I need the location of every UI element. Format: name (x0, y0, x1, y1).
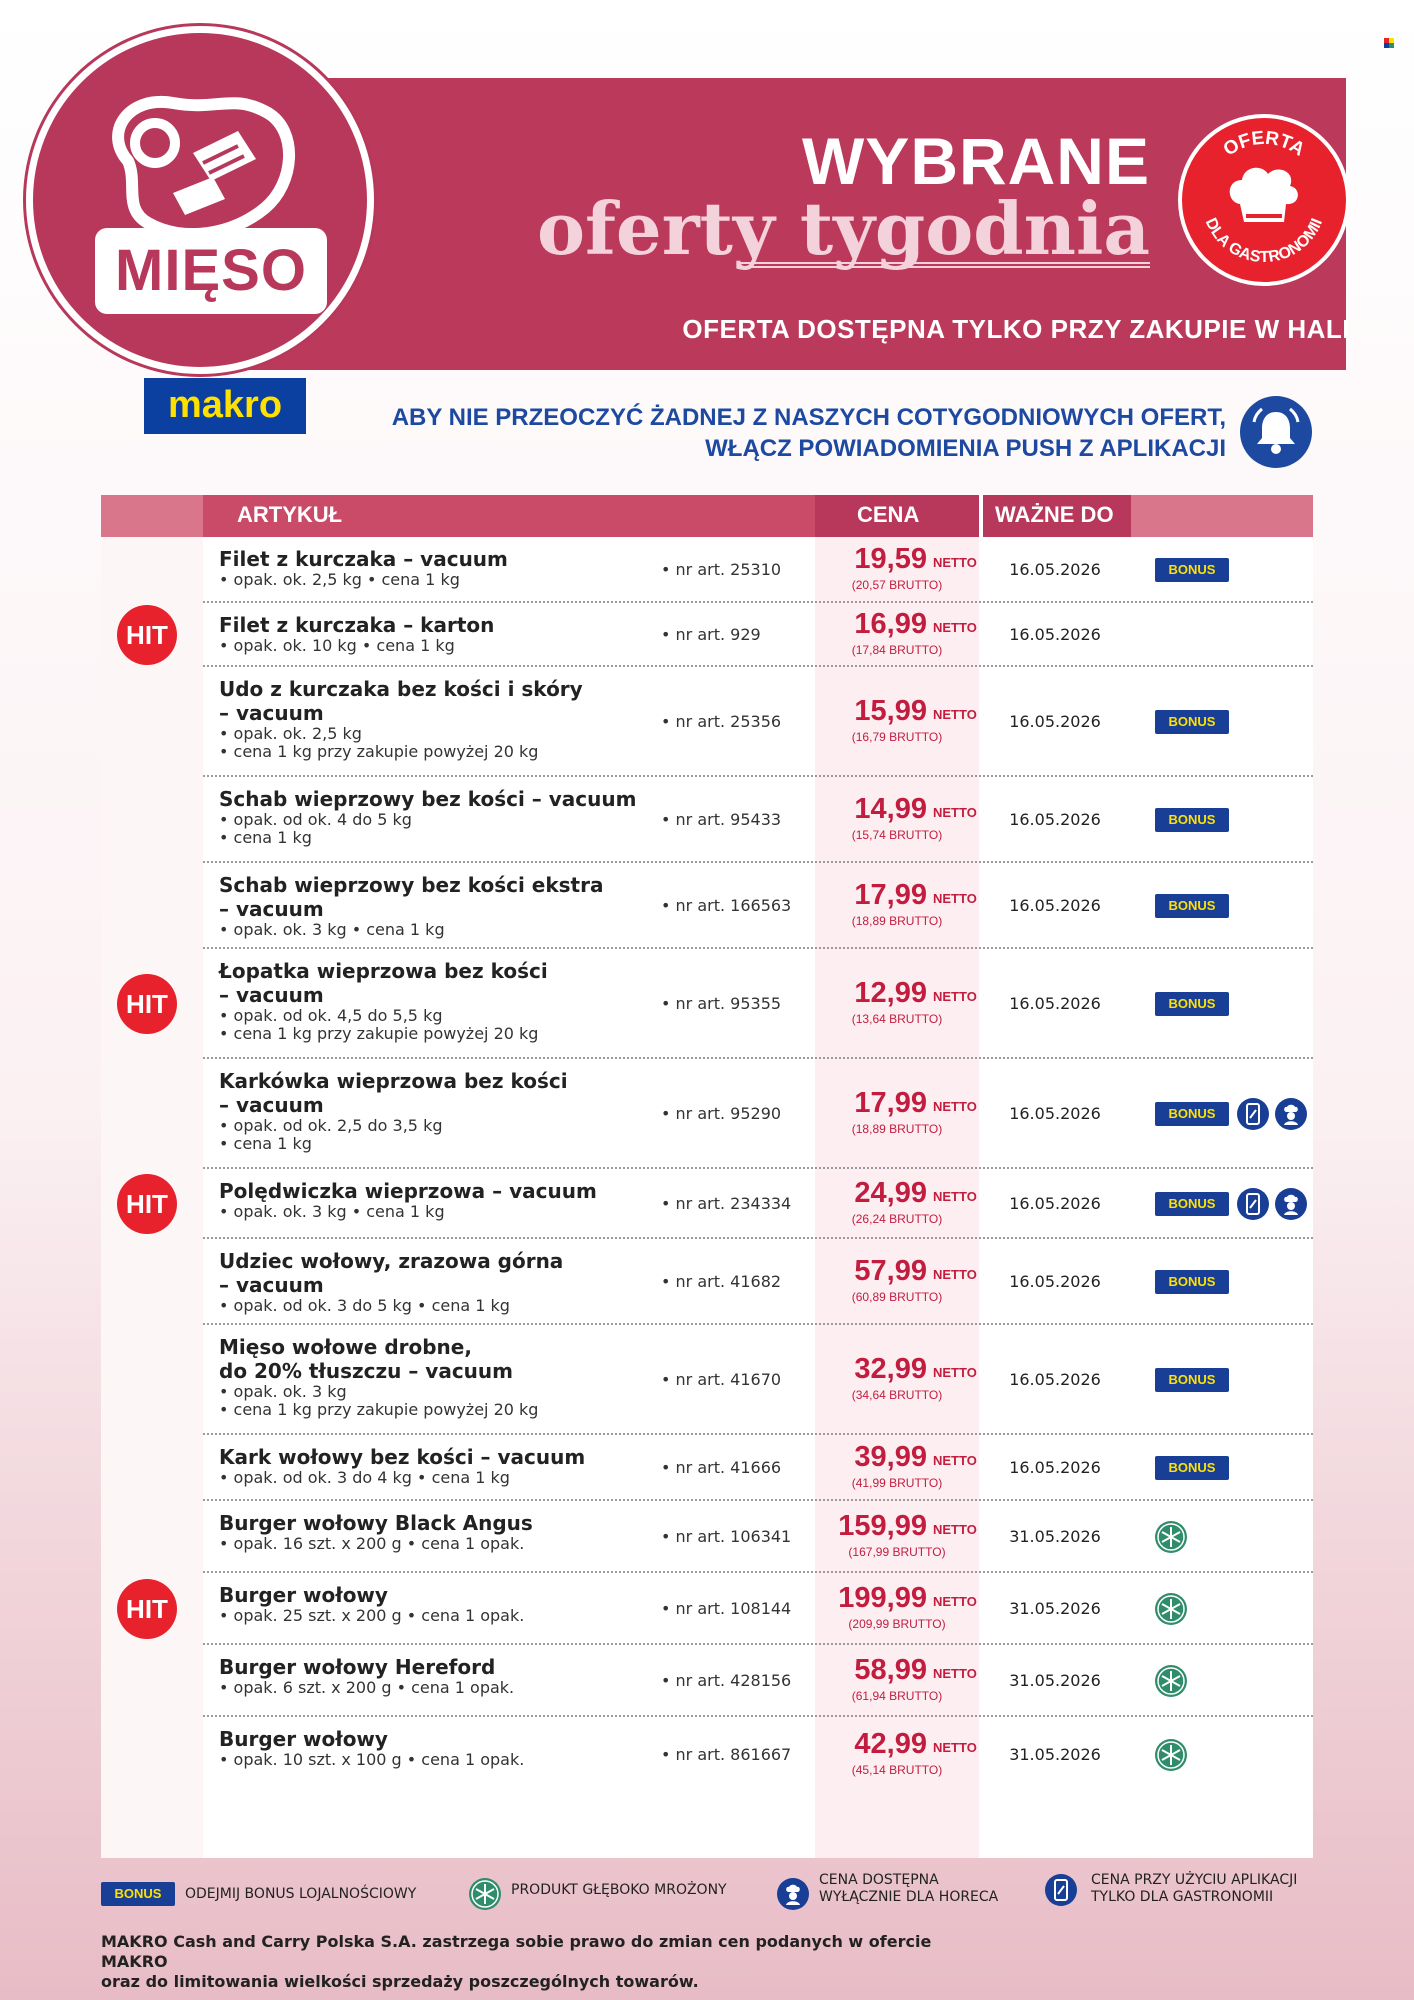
netto-label: NETTO (933, 1522, 977, 1537)
product-detail-line-1: • opak. ok. 3 kg (219, 1382, 347, 1401)
table-row (101, 1169, 1313, 1239)
product-detail-line-1: • opak. ok. 3 kg • cena 1 kg (219, 920, 445, 939)
product-detail-line-1: • opak. 6 szt. x 200 g • cena 1 opak. (219, 1678, 515, 1697)
product-name-line-1: Schab wieprzowy bez kości ekstra (219, 873, 604, 897)
product-detail-line-1: • opak. 10 szt. x 100 g • cena 1 opak. (219, 1750, 525, 1769)
article-number: • nr art. 95355 (661, 994, 782, 1013)
phone-app-icon (1237, 1188, 1269, 1220)
product-detail-line-1: • opak. od ok. 4 do 5 kg (219, 810, 412, 829)
phone-app-icon (1237, 1098, 1269, 1130)
legend-app-line-2: TYLKO DLA GASTRONOMII (1091, 1889, 1274, 1905)
table-row (101, 1239, 1313, 1325)
gross-price: (13,64 BRUTTO) (851, 1012, 943, 1026)
valid-until-date: 16.05.2026 (1009, 1370, 1101, 1389)
valid-until-date: 31.05.2026 (1009, 1745, 1101, 1764)
bonus-badge: BONUS (1155, 1456, 1229, 1480)
product-details (219, 1679, 639, 1697)
net-price: 17,99 (854, 1087, 927, 1119)
legend-bonus-badge: BONUS (101, 1882, 175, 1906)
netto-label: NETTO (933, 707, 977, 722)
bonus-badge: BONUS (1155, 710, 1229, 734)
footer-line-1: MAKRO Cash and Carry Polska S.A. zastrzega sobie prawo do zmian cen podanych w ofercie MAKRO (101, 1932, 932, 1971)
product-name-line-2: – vacuum (219, 1093, 324, 1117)
table-row (101, 1717, 1313, 1793)
bonus-badge: BONUS (1155, 894, 1229, 918)
gross-price: (26,24 BRUTTO) (851, 1212, 943, 1226)
article-number: • nr art. 106341 (661, 1527, 792, 1546)
product-name-line-1: Polędwiczka wieprzowa – vacuum (219, 1179, 597, 1203)
gross-price: (209,99 BRUTTO) (848, 1617, 946, 1631)
push-notification-note (360, 402, 1226, 464)
netto-label: NETTO (933, 1099, 977, 1114)
valid-until-date: 31.05.2026 (1009, 1671, 1101, 1690)
product-name-line-1: Schab wieprzowy bez kości – vacuum (219, 787, 637, 811)
legend-app-line-1: CENA PRZY UŻYCIU APLIKACJI (1091, 1872, 1298, 1888)
bonus-badge: BONUS (1155, 992, 1229, 1016)
product-details (219, 1203, 639, 1221)
gross-price: (16,79 BRUTTO) (851, 730, 943, 744)
corner-mark-icon (1384, 38, 1394, 48)
article-number: • nr art. 25356 (661, 712, 782, 731)
net-price: 19,59 (854, 543, 927, 575)
product-detail-line-1: • opak. ok. 10 kg • cena 1 kg (219, 636, 455, 655)
netto-label: NETTO (933, 989, 977, 1004)
valid-until-date: 31.05.2026 (1009, 1599, 1101, 1618)
product-details (219, 1751, 639, 1769)
product-detail-line-1: • opak. od ok. 2,5 do 3,5 kg (219, 1116, 443, 1135)
product-name-line-2: – vacuum (219, 701, 324, 725)
valid-until-date: 16.05.2026 (1009, 1272, 1101, 1291)
gross-price: (17,84 BRUTTO) (851, 643, 943, 657)
product-details (219, 1117, 639, 1153)
phone-app-icon (1045, 1874, 1077, 1906)
net-price: 16,99 (854, 608, 927, 640)
valid-until-date: 16.05.2026 (1009, 560, 1101, 579)
hall-only-note: OFERTA DOSTĘPNA TYLKO PRZY ZAKUPIE W HALI (682, 314, 1350, 344)
product-name-line-2: – vacuum (219, 1273, 324, 1297)
article-number: • nr art. 95433 (661, 810, 782, 829)
net-price: 24,99 (854, 1177, 927, 1209)
article-number: • nr art. 428156 (661, 1671, 792, 1690)
valid-until-date: 31.05.2026 (1009, 1527, 1101, 1546)
net-price: 12,99 (854, 977, 927, 1009)
product-detail-line-1: • opak. od ok. 4,5 do 5,5 kg (219, 1006, 443, 1025)
net-price: 159,99 (838, 1510, 927, 1542)
gross-price: (60,89 BRUTTO) (851, 1290, 943, 1304)
product-name (219, 787, 779, 811)
table-row (101, 1501, 1313, 1573)
legend (101, 1872, 1313, 1922)
netto-label: NETTO (933, 1267, 977, 1282)
net-price: 58,99 (854, 1654, 927, 1686)
gross-price: (45,14 BRUTTO) (851, 1763, 943, 1777)
table-row (101, 1645, 1313, 1717)
article-number: • nr art. 95290 (661, 1104, 782, 1123)
product-detail-line-1: • opak. od ok. 3 do 5 kg • cena 1 kg (219, 1296, 510, 1315)
article-number: • nr art. 25310 (661, 560, 782, 579)
valid-until-date: 16.05.2026 (1009, 810, 1101, 829)
col-article: ARTYKUŁ (237, 502, 343, 527)
gross-price: (41,99 BRUTTO) (851, 1476, 943, 1490)
product-name-line-1: Burger wołowy Black Angus (219, 1511, 533, 1535)
gross-price: (20,57 BRUTTO) (851, 578, 943, 592)
gross-price: (18,89 BRUTTO) (851, 914, 943, 928)
netto-label: NETTO (933, 555, 977, 570)
valid-until-date: 16.05.2026 (1009, 1194, 1101, 1213)
product-name-line-1: Filet z kurczaka – vacuum (219, 547, 508, 571)
makro-logo: makro (144, 378, 306, 434)
product-detail-line-2: • cena 1 kg (219, 828, 312, 847)
meat-emblem (26, 26, 374, 374)
article-number: • nr art. 41682 (661, 1272, 782, 1291)
footer-line-2: oraz do limitowania wielkości sprzedaży poszczególnych towarów. (101, 1972, 699, 1991)
product-name-line-1: Kark wołowy bez kości – vacuum (219, 1445, 586, 1469)
article-number: • nr art. 861667 (661, 1745, 792, 1764)
net-price: 17,99 (854, 879, 927, 911)
legend-app-text (1091, 1872, 1311, 1906)
footer-disclaimer (101, 1932, 1001, 1992)
bonus-badge: BONUS (1155, 1192, 1229, 1216)
product-detail-line-2: • cena 1 kg (219, 1134, 312, 1153)
product-details (219, 1607, 639, 1625)
product-detail-line-2: • cena 1 kg przy zakupie powyżej 20 kg (219, 1400, 539, 1419)
product-details (219, 1007, 639, 1043)
hit-badge: HIT (117, 1579, 177, 1639)
article-number: • nr art. 41666 (661, 1458, 782, 1477)
category-label: MIĘSO (95, 228, 327, 314)
push-line-2: WŁĄCZ POWIADOMIENIA PUSH Z APLIKACJI (705, 435, 1226, 462)
bonus-badge: BONUS (1155, 1270, 1229, 1294)
product-details (219, 921, 639, 939)
netto-label: NETTO (933, 1365, 977, 1380)
valid-until-date: 16.05.2026 (1009, 994, 1101, 1013)
product-detail-line-2: • cena 1 kg przy zakupie powyżej 20 kg (219, 1024, 539, 1043)
table-row (101, 603, 1313, 667)
valid-until-date: 16.05.2026 (1009, 896, 1101, 915)
hit-badge: HIT (117, 974, 177, 1034)
net-price: 57,99 (854, 1255, 927, 1287)
svg-text:OFERTA (1220, 128, 1309, 161)
table-row (101, 1325, 1313, 1435)
page-subtitle: oferty tygodnia (536, 186, 1150, 271)
gross-price: (167,99 BRUTTO) (848, 1545, 946, 1559)
gross-price: (61,94 BRUTTO) (851, 1689, 943, 1703)
product-detail-line-1: • opak. ok. 2,5 kg (219, 724, 362, 743)
netto-label: NETTO (933, 620, 977, 635)
netto-label: NETTO (933, 1453, 977, 1468)
article-number: • nr art. 108144 (661, 1599, 792, 1618)
net-price: 39,99 (854, 1441, 927, 1473)
legend-horeca-line-1: CENA DOSTĘPNA (819, 1872, 939, 1888)
product-detail-line-1: • opak. 25 szt. x 200 g • cena 1 opak. (219, 1606, 525, 1625)
netto-label: NETTO (933, 1594, 977, 1609)
snowflake-icon (1155, 1739, 1187, 1771)
col-valid-until: WAŻNE DO (995, 502, 1114, 527)
article-number: • nr art. 166563 (661, 896, 792, 915)
gross-price: (15,74 BRUTTO) (851, 828, 943, 842)
product-name-line-1: Karkówka wieprzowa bez kości (219, 1069, 568, 1093)
snowflake-icon (469, 1878, 501, 1910)
chef-icon (1275, 1098, 1307, 1130)
product-detail-line-1: • opak. 16 szt. x 200 g • cena 1 opak. (219, 1534, 525, 1553)
svg-text:DLA GASTRONOMII (1202, 216, 1326, 266)
offer-table (101, 495, 1313, 1858)
article-number: • nr art. 41670 (661, 1370, 782, 1389)
bonus-badge: BONUS (1155, 1102, 1229, 1126)
table-row (101, 1573, 1313, 1645)
col-price: CENA (857, 502, 920, 527)
netto-label: NETTO (933, 891, 977, 906)
bonus-badge: BONUS (1155, 558, 1229, 582)
legend-horeca-text (787, 1872, 1007, 1906)
badge-top-text: OFERTA (1219, 127, 1309, 161)
table-row (101, 863, 1313, 949)
product-name-line-1: Mięso wołowe drobne, (219, 1335, 472, 1359)
product-name-line-2: – vacuum (219, 983, 324, 1007)
snowflake-icon (1155, 1593, 1187, 1625)
net-price: 32,99 (854, 1353, 927, 1385)
product-detail-line-1: • opak. od ok. 3 do 4 kg • cena 1 kg (219, 1468, 510, 1487)
article-number: • nr art. 929 (661, 625, 761, 644)
net-price: 15,99 (854, 695, 927, 727)
product-name-line-2: – vacuum (219, 897, 324, 921)
table-row (101, 949, 1313, 1059)
hit-badge: HIT (117, 1174, 177, 1234)
steak-icon (33, 33, 367, 367)
product-details (219, 571, 639, 589)
netto-label: NETTO (933, 1189, 977, 1204)
article-number: • nr art. 234334 (661, 1194, 792, 1213)
badge-bottom-text: DLA GASTRONOMII (1201, 215, 1327, 267)
push-line-1: ABY NIE PRZEOCZYĆ ŻADNEJ Z NASZYCH COTYGODNIOWYCH OFERT, (391, 404, 1226, 431)
product-detail-line-2: • cena 1 kg przy zakupie powyżej 20 kg (219, 742, 539, 761)
product-name-line-1: Udziec wołowy, zrazowa górna (219, 1249, 564, 1273)
product-name-line-1: Burger wołowy (219, 1583, 388, 1607)
table-row (101, 1059, 1313, 1169)
product-name-line-1: Burger wołowy Hereford (219, 1655, 496, 1679)
table-row (101, 777, 1313, 863)
product-details (219, 1383, 639, 1419)
gross-price: (18,89 BRUTTO) (851, 1122, 943, 1136)
bell-icon[interactable] (1240, 396, 1312, 468)
bonus-badge: BONUS (1155, 1368, 1229, 1392)
netto-label: NETTO (933, 805, 977, 820)
valid-until-date: 16.05.2026 (1009, 625, 1101, 644)
product-details (219, 725, 639, 761)
subtitle-underline (740, 262, 1150, 268)
product-detail-line-1: • opak. ok. 2,5 kg • cena 1 kg (219, 570, 460, 589)
valid-until-date: 16.05.2026 (1009, 1458, 1101, 1477)
valid-until-date: 16.05.2026 (1009, 1104, 1101, 1123)
snowflake-icon (1155, 1665, 1187, 1697)
legend-bonus-text: ODEJMIJ BONUS LOJALNOŚCIOWY (185, 1886, 417, 1902)
table-row (101, 667, 1313, 777)
product-details (219, 637, 639, 655)
chef-hat-icon (1230, 168, 1298, 222)
valid-until-date: 16.05.2026 (1009, 712, 1101, 731)
net-price: 14,99 (854, 793, 927, 825)
product-detail-line-1: • opak. ok. 3 kg • cena 1 kg (219, 1202, 445, 1221)
product-details (219, 1469, 639, 1487)
product-name-line-1: Udo z kurczaka bez kości i skóry (219, 677, 583, 701)
product-details (219, 811, 639, 847)
product-name-line-2: do 20% tłuszczu – vacuum (219, 1359, 513, 1383)
gross-price: (34,64 BRUTTO) (851, 1388, 943, 1402)
product-name-line-1: Łopatka wieprzowa bez kości (219, 959, 548, 983)
table-header (101, 495, 1313, 537)
net-price: 42,99 (854, 1728, 927, 1760)
hit-badge: HIT (117, 605, 177, 665)
gastronomy-badge (1178, 114, 1350, 286)
page-title: WYBRANE (802, 124, 1150, 198)
table-row (101, 1435, 1313, 1501)
table-row (101, 537, 1313, 603)
legend-horeca-line-2: WYŁĄCZNIE DLA HORECA (819, 1889, 999, 1905)
legend-frozen-text: PRODUKT GŁĘBOKO MROŻONY (511, 1882, 727, 1898)
product-name-line-1: Burger wołowy (219, 1727, 388, 1751)
product-details (219, 1297, 639, 1315)
bonus-badge: BONUS (1155, 808, 1229, 832)
net-price: 199,99 (838, 1582, 927, 1614)
product-name-line-1: Filet z kurczaka – karton (219, 613, 495, 637)
snowflake-icon (1155, 1521, 1187, 1553)
chef-icon (1275, 1188, 1307, 1220)
netto-label: NETTO (933, 1740, 977, 1755)
product-details (219, 1535, 639, 1553)
netto-label: NETTO (933, 1666, 977, 1681)
